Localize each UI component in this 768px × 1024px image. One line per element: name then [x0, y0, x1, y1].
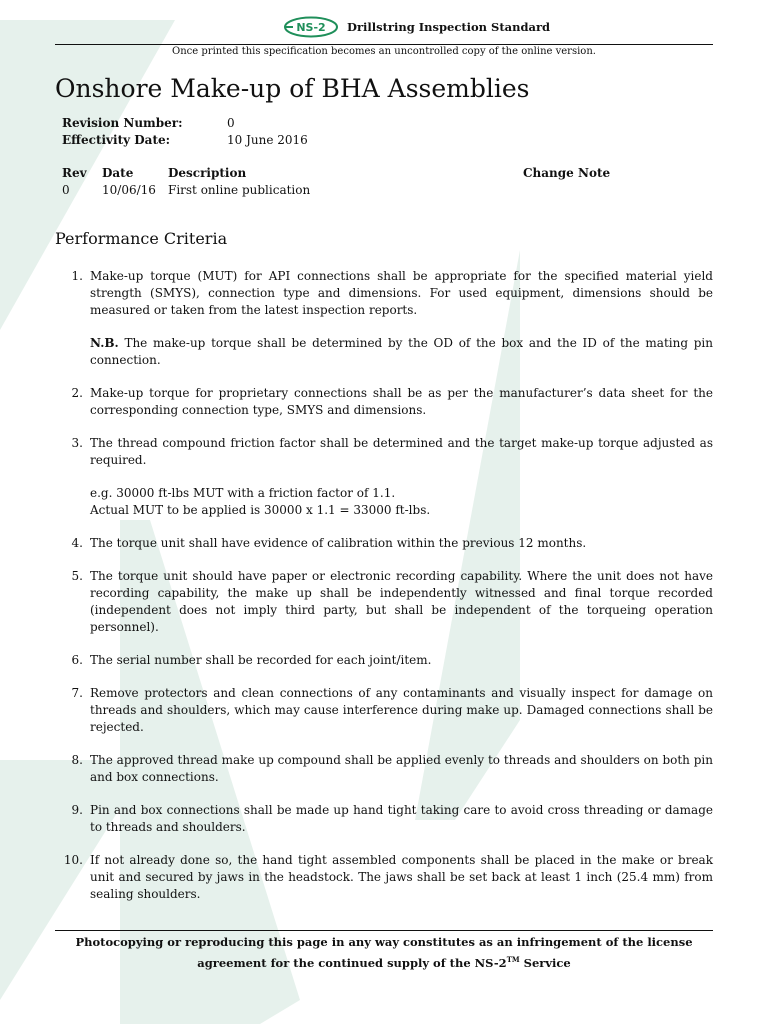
revision-history-table	[62, 166, 712, 200]
effectivity-date-label: Effectivity Date:	[62, 133, 171, 147]
item-text: Make-up torque (MUT) for API connections shall be appropriate for the specified material yield strength (SMYS), connection type and dimensions. For used equipment, dimensions should be measured or taken from the latest inspection reports.	[90, 269, 713, 317]
uncontrolled-copy-note: Once printed this specification becomes an uncontrolled copy of the online version.	[172, 46, 596, 57]
revision-table-header	[62, 166, 712, 183]
item-number: 5.	[71, 569, 83, 583]
logo-text: NS-2	[296, 21, 326, 34]
col-rev-header: Rev	[62, 166, 87, 180]
nb-label: N.B.	[90, 336, 119, 350]
effectivity-date-value: 10 June 2016	[227, 133, 308, 147]
item-text: Pin and box connections shall be made up hand tight taking care to avoid cross threading or damage to threads and shoulders.	[90, 803, 713, 834]
revision-number-value: 0	[227, 116, 235, 130]
revision-number-row	[62, 116, 235, 130]
item-note	[90, 335, 713, 369]
item-example	[90, 485, 713, 519]
list-item	[55, 568, 713, 636]
list-item	[55, 752, 713, 786]
list-item	[55, 535, 713, 552]
col-date-header: Date	[102, 166, 134, 180]
item-number: 1.	[71, 269, 83, 283]
row-description: First online publication	[168, 183, 311, 197]
document-title: Onshore Make-up of BHA Assemblies	[55, 74, 530, 103]
item-number: 6.	[71, 653, 83, 667]
item-text: Remove protectors and clean connections of any contaminants and visually inspect for damage on threads and shoulders, which may cause interference during make up. Damaged connections shall be rejected.	[90, 686, 713, 734]
effectivity-date-row	[62, 133, 308, 147]
item-number: 2.	[71, 386, 83, 400]
item-text: The torque unit should have paper or electronic recording capability. Where the unit does not have recording capability, the make up shall be independently witnessed and final torque recorded (independent does not imply third party, but shall be independent of the torqueing operation personnel).	[90, 569, 713, 634]
row-rev: 0	[62, 183, 70, 197]
item-text: The torque unit shall have evidence of calibration within the previous 12 months.	[90, 536, 587, 550]
nb-text: The make-up torque shall be determined by the OD of the box and the ID of the mating pin connection.	[90, 336, 713, 367]
header-title: Drillstring Inspection Standard	[347, 20, 551, 34]
item-number: 10.	[63, 853, 83, 867]
example-line-2: Actual MUT to be applied is 30000 x 1.1 = 33000 ft-lbs.	[90, 503, 431, 517]
row-date: 10/06/16	[102, 183, 156, 197]
list-item	[55, 435, 713, 519]
list-item	[55, 685, 713, 736]
footer-line-2-prefix: agreement for the continued supply of the NS-2	[197, 955, 507, 970]
item-text: The thread compound friction factor shall be determined and the target make-up torque adjusted as required.	[90, 436, 713, 467]
example-line-1: e.g. 30000 ft-lbs MUT with a friction factor of 1.1.	[90, 486, 396, 500]
item-number: 4.	[71, 536, 83, 550]
item-text: Make-up torque for proprietary connections shall be as per the manufacturer’s data sheet for the corresponding connection type, SMYS and dimensions.	[90, 386, 713, 417]
footer-line-2	[55, 951, 713, 972]
table-row	[62, 183, 712, 200]
list-item	[55, 385, 713, 419]
list-item	[55, 652, 713, 669]
item-number: 3.	[71, 436, 83, 450]
col-change-note-header: Change Note	[523, 166, 611, 180]
section-title: Performance Criteria	[55, 229, 228, 248]
col-description-header: Description	[168, 166, 247, 180]
item-number: 7.	[71, 686, 83, 700]
list-item	[55, 268, 713, 369]
list-item	[55, 852, 713, 903]
footer-line-1: Photocopying or reproducing this page in any way constitutes as an infringement of the license	[75, 935, 693, 949]
item-number: 9.	[71, 803, 83, 817]
item-text: The serial number shall be recorded for each joint/item.	[90, 653, 432, 667]
item-text: The approved thread make up compound shall be applied evenly to threads and shoulders on both pin and box connections.	[90, 753, 713, 784]
ns2-logo-icon	[283, 16, 339, 38]
page-header	[55, 14, 713, 45]
item-text: If not already done so, the hand tight assembled components shall be placed in the make or break unit and secured by jaws in the headstock. The jaws shall be set back at least 1 inch (25.4 mm) from sealing shoulders.	[90, 853, 713, 901]
performance-criteria-list	[55, 268, 713, 903]
license-footer	[55, 930, 713, 972]
revision-number-label: Revision Number:	[62, 116, 183, 130]
footer-line-2-suffix: Service	[519, 955, 571, 970]
trademark-mark: TM	[506, 955, 520, 964]
item-number: 8.	[71, 753, 83, 767]
list-item	[55, 802, 713, 836]
